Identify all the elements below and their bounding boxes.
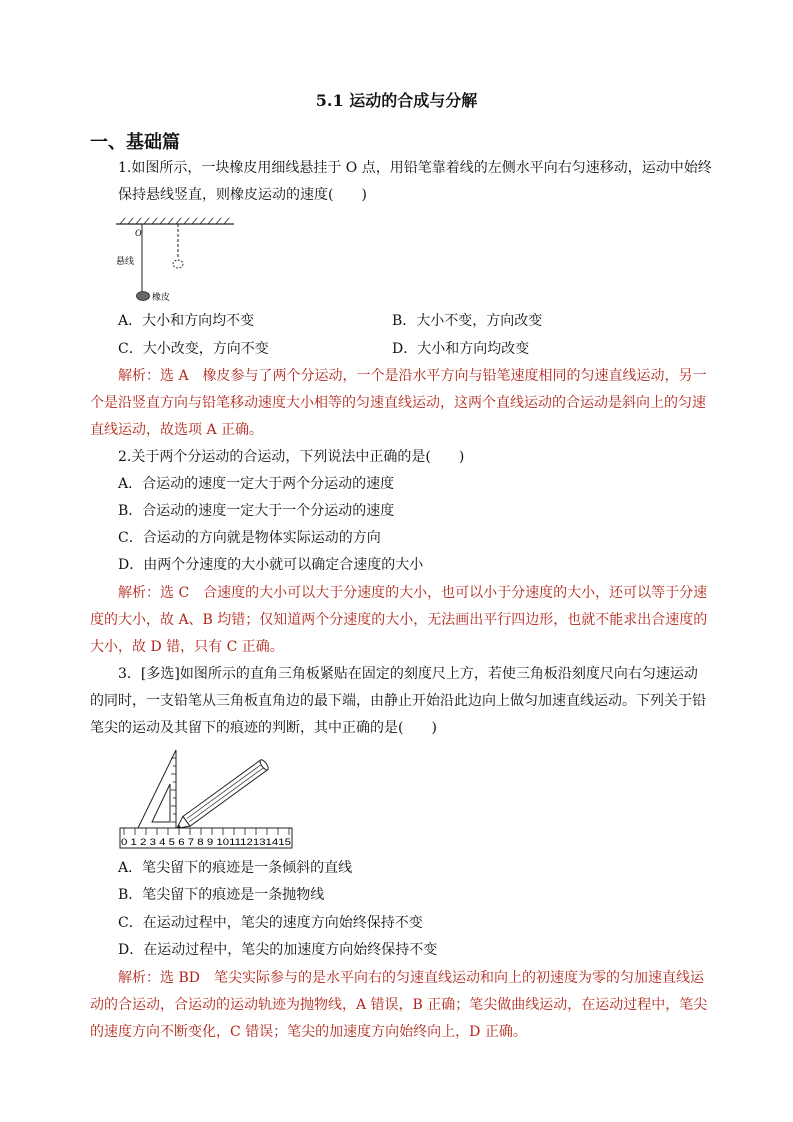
q1-fig-label-line: 悬线	[116, 257, 135, 267]
q1-analysis-line1: 解析：选 A 橡皮参与了两个分运动，一个是沿水平方向与铅笔速度相同的匀速直线运动，另一	[118, 368, 707, 384]
q3-option-a: A．笔尖留下的痕迹是一条倾斜的直线	[118, 860, 353, 876]
q1-option-c: C．大小改变，方向不变	[118, 341, 269, 357]
q3-option-b: B．笔尖留下的痕迹是一条抛物线	[118, 887, 325, 903]
q1-fig-label-eraser: 橡皮	[152, 293, 171, 303]
q3-stem-line2: 的同时，一支铅笔从三角板直角边的最下端，由静止开始沿此边向上做匀加速直线运动。下列关于铅	[90, 693, 706, 709]
q2-option-d: D．由两个分速度的大小就可以确定合速度的大小	[118, 557, 424, 573]
q3-ruler-ticks: 0 1 2 3 4 5 6 7 8 9 101112131415	[121, 837, 291, 847]
q2-option-b: B．合运动的速度一定大于一个分运动的速度	[118, 503, 395, 519]
q2-analysis-line3: 大小，故 D 错，只有 C 正确。	[90, 639, 284, 655]
q2-analysis-line2: 度的大小，故 A、B 均错；仅知道两个分速度的大小，无法画出平行四边形，也就不能求出合速度的	[90, 612, 708, 628]
q1-option-b: B．大小不变，方向改变	[392, 313, 543, 329]
q3-stem-line1: 3．[多选]如图所示的直角三角板紧贴在固定的刻度尺上方，若使三角板沿刻度尺向右匀速运动	[118, 666, 698, 682]
q1-analysis-line2: 个是沿竖直方向与铅笔移动速度大小相等的匀速直线运动，这两个直线运动的合运动是斜向上的匀速	[90, 395, 706, 411]
q3-analysis-line3: 的速度方向不断变化，C 错误；笔尖的加速度方向始终向上，D 正确。	[90, 1024, 527, 1040]
q2-option-a: A．合运动的速度一定大于两个分运动的速度	[118, 476, 395, 492]
q2-stem: 2.关于两个分运动的合运动，下列说法中正确的是( )	[118, 449, 465, 465]
q3-option-d: D．在运动过程中，笔尖的加速度方向始终保持不变	[118, 942, 438, 958]
q3-stem-line3: 笔尖的运动及其留下的痕迹的判断，其中正确的是( )	[90, 720, 437, 736]
q3-option-c: C．在运动过程中，笔尖的速度方向始终保持不变	[118, 915, 423, 931]
q1-stem-line1: 1.如图所示，一块橡皮用细线悬挂于 O 点，用铅笔靠着线的左侧水平向右匀速移动，运动中始终	[118, 160, 712, 176]
q2-analysis-line1: 解析：选 C 合速度的大小可以大于分速度的大小，也可以小于分速度的大小，还可以等于分速	[118, 585, 708, 601]
q2-option-c: C．合运动的方向就是物体实际运动的方向	[118, 530, 381, 546]
q3-analysis-line1: 解析：选 BD 笔尖实际参与的是水平向右的匀速直线运动和向上的初速度为零的匀加速直线运	[118, 970, 704, 986]
q1-figure	[112, 212, 242, 308]
q1-analysis-line3: 直线运动，故选项 A 正确。	[90, 422, 264, 438]
q1-fig-label-o: O	[135, 228, 142, 238]
section-heading: 一、基础篇	[90, 132, 180, 153]
q1-stem-line2: 保持悬线竖直，则橡皮运动的速度( )	[118, 187, 367, 203]
q1-option-d: D．大小和方向均改变	[392, 341, 530, 357]
q3-figure	[118, 748, 298, 852]
page-title: 5.1 运动的合成与分解	[315, 91, 478, 110]
q1-option-a: A．大小和方向均不变	[118, 313, 255, 329]
q3-analysis-line2: 动的合运动，合运动的运动轨迹为抛物线，A 错误，B 正确；笔尖做曲线运动，在运动过程中，笔尖	[90, 997, 708, 1013]
